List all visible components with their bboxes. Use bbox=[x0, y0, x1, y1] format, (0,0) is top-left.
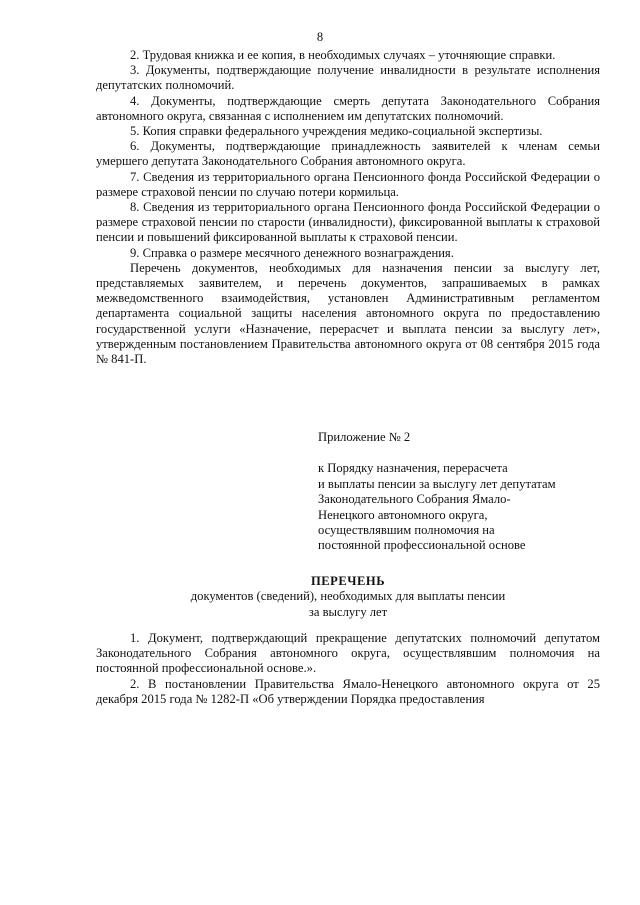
page-number: 8 bbox=[316, 30, 324, 44]
appendix-line: постоянной профессиональной основе bbox=[318, 538, 526, 553]
list-heading bbox=[96, 574, 600, 620]
paragraph-list-item-1: 1. Документ, подтверждающий прекращение депутатских полномочий депутатом Законодательного Собрания автономного округа, осуществлявшим полномочия на постоянной профессиональной основе.». bbox=[96, 631, 600, 676]
bottom-body bbox=[96, 631, 600, 707]
list-subtitle-line-1: документов (сведений), необходимых для выплаты пенсии bbox=[190, 589, 506, 604]
appendix-title: Приложение № 2 bbox=[318, 430, 411, 444]
paragraph-item-3: 3. Документы, подтверждающие получение инвалидности в результате исполнения депутатских полномочий. bbox=[96, 63, 600, 93]
paragraph-item-2: 2. Трудовая книжка и ее копия, в необходимых случаях – уточняющие справки. bbox=[130, 48, 556, 62]
list-title: ПЕРЕЧЕНЬ bbox=[310, 574, 386, 588]
appendix-line: к Порядку назначения, перерасчета bbox=[318, 461, 508, 476]
paragraph-item-4: 4. Документы, подтверждающие смерть депутата Законодательного Собрания автономного округа, связанная с исполнением им депутатских полномочий. bbox=[96, 93, 600, 123]
appendix-line: осуществлявшим полномочия на bbox=[318, 523, 495, 538]
paragraph-item-8: 8. Сведения из территориального органа Пенсионного фонда Российской Федерации о размере страховой пенсии по старости (инвалидности), фиксированной выплаты к страховой пенсии и повышений фиксированной выплаты к страховой пенсии. bbox=[96, 200, 600, 245]
paragraph-amendment-2: 2. В постановлении Правительства Ямало-Ненецкого автономного округа от 25 декабря 2015 года № 1282-П «Об утверждении Порядка предоставления bbox=[96, 676, 600, 706]
paragraph-item-6: 6. Документы, подтверждающие принадлежность заявителей к членам семьи умершего депутата Законодательного Собрания автономного округа. bbox=[96, 139, 600, 169]
paragraph-document-list-note: Перечень документов, необходимых для назначения пенсии за выслугу лет, представляемых заявителем, и перечень документов, запрашиваемых в рамках межведомственного взаимодействия, установлен Административным регламентом департамента социальной защиты населения автономного округа по предоставлению государственной услуги «Назначение, перерасчет и выплата пенсии за выслугу лет», утвержденным постановлением Правительства автономного округа от 08 сентября 2015 года № 841-П. bbox=[96, 260, 600, 367]
list-subtitle-line-2: за выслугу лет bbox=[308, 604, 388, 619]
paragraph-item-5: 5. Копия справки федерального учреждения медико-социальной экспертизы. bbox=[130, 124, 543, 139]
appendix-line: Законодательного Собрания Ямало- bbox=[318, 492, 511, 507]
appendix-line: Ненецкого автономного округа, bbox=[318, 507, 488, 522]
paragraph-item-9: 9. Справка о размере месячного денежного вознаграждения. bbox=[130, 245, 454, 260]
paragraph-item-7: 7. Сведения из территориального органа Пенсионного фонда Российской Федерации о размере страховой пенсии по случаю потери кормильца. bbox=[96, 169, 600, 199]
appendix-line: и выплаты пенсии за выслугу лет депутатам bbox=[318, 476, 556, 491]
document-body bbox=[96, 48, 600, 367]
appendix-block bbox=[318, 430, 608, 554]
